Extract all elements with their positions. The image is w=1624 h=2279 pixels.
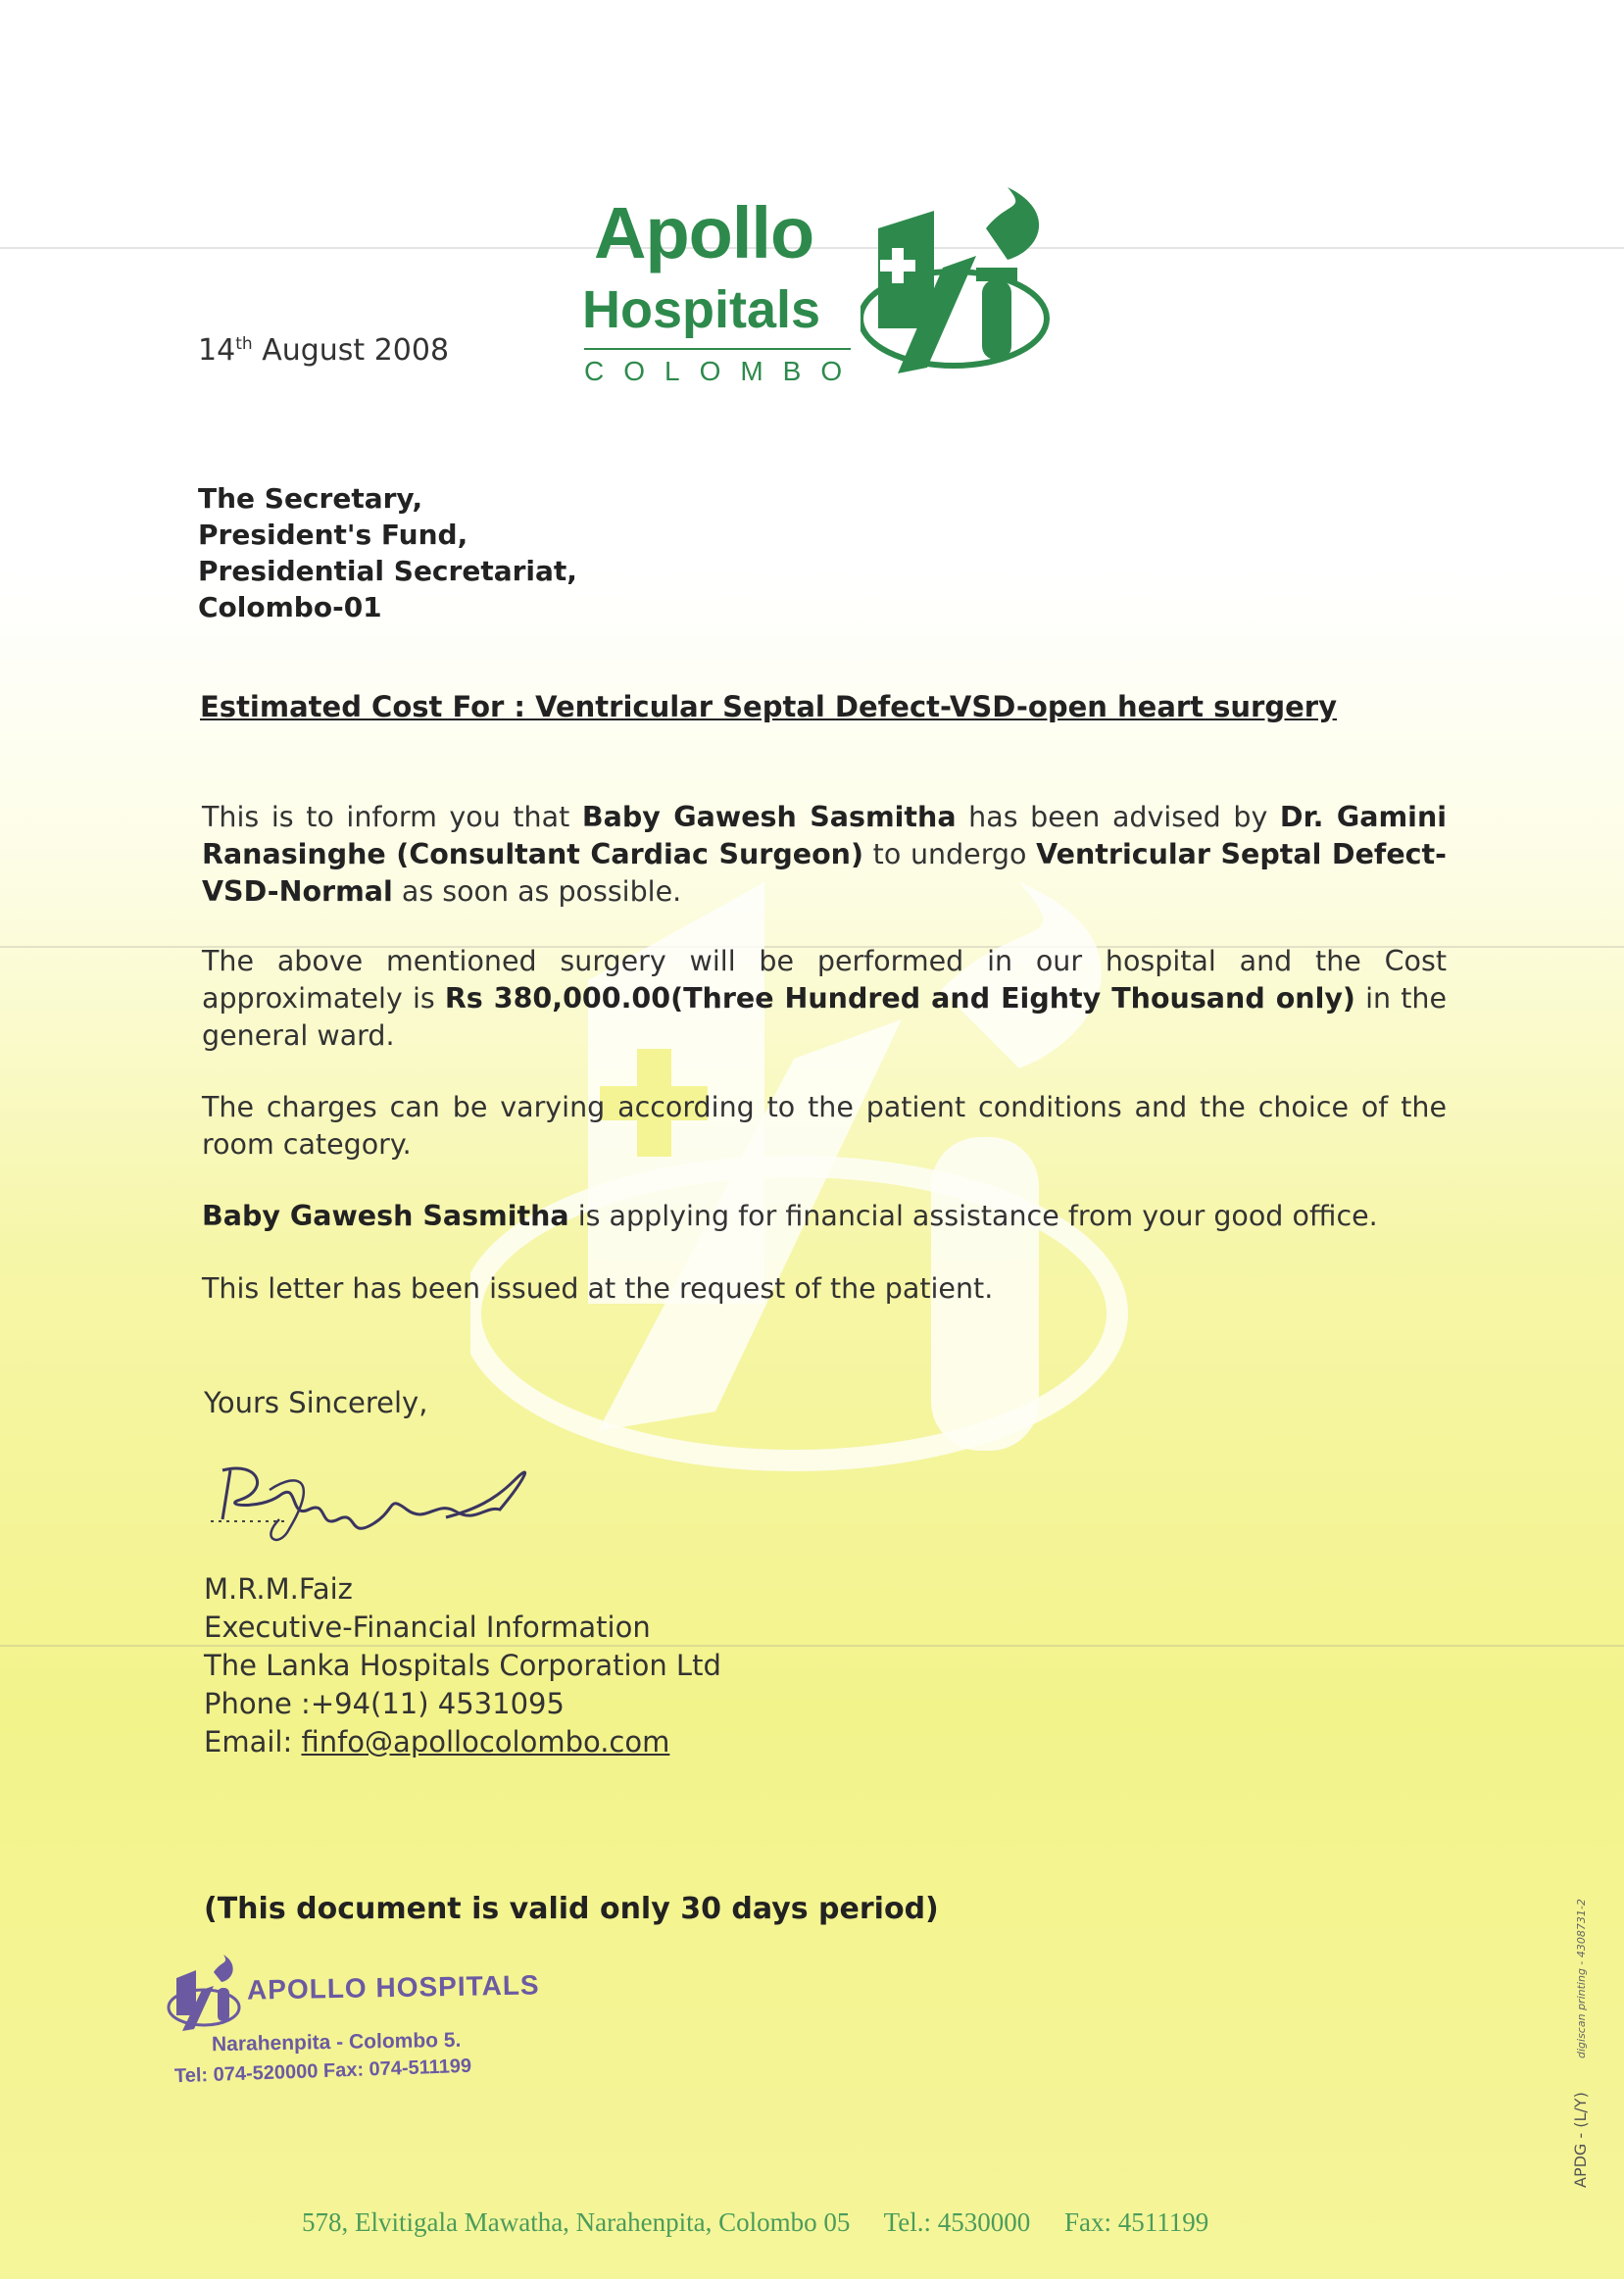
validity-note: (This document is valid only 30 days period) [204,1892,939,1926]
logo-name-line1: Apollo [594,192,814,273]
sender-email-link[interactable]: finfo@apollocolombo.com [301,1725,670,1759]
printer-code: digiscan printing - 4308731-2 [1575,1899,1588,2058]
closing-salutation: Yours Sincerely, [204,1386,428,1419]
letter-date: 14th August 2008 [198,333,450,368]
hospital-rubber-stamp [165,1951,576,2098]
sender-company: The Lanka Hospitals Corporation Ltd [204,1649,721,1682]
address-line: Colombo-01 [198,591,382,623]
subject-line: Estimated Cost For : Ventricular Septal Defect-VSD-open heart surgery [200,690,1337,723]
logo-name-line2: Hospitals [582,280,821,339]
letterhead-logo [578,181,1058,397]
logo-city: COLOMBO [584,348,851,387]
footer-address: 578, Elvitigala Mawatha, Narahenpita, Colombo 05 [302,2207,851,2237]
letterhead-footer [302,2207,1236,2238]
sender-block [204,1570,721,1761]
stamp-hospital-name: APOLLO HOSPITALS [246,1969,540,2006]
sender-title: Executive-Financial Information [204,1610,651,1644]
footer-fax: Fax: 4511199 [1064,2207,1209,2237]
apollo-emblem-icon [861,181,1057,387]
handwritten-signature [201,1441,534,1559]
address-line: The Secretary, [198,482,423,515]
stamp-emblem-icon [165,1951,243,2039]
stamp-contact: Tel: 074-520000 Fax: 074-511199 [173,2055,472,2088]
form-code: APDG - (L/Y) [1571,2092,1590,2188]
recipient-address [198,480,577,625]
body-paragraph-1: This is to inform you that Baby Gawesh Sasmitha has been advised by Dr. Gamini Ranasinghe (Consultant Cardiac Surgeon) to undergo Ventricular Septal Defect-VSD-Normal as soon as possible. [202,801,1448,908]
sender-email-line: Email: finfo@apollocolombo.com [204,1725,670,1759]
sender-phone: Phone :+94(11) 4531095 [204,1687,565,1720]
sender-name: M.R.M.Faiz [204,1572,353,1606]
body-paragraph-5: This letter has been issued at the request of the patient. [202,1272,994,1305]
footer-tel: Tel.: 4530000 [883,2207,1031,2237]
address-line: President's Fund, [198,519,468,551]
body-paragraph-2: The above mentioned surgery will be performed in our hospital and the Cost approximately is Rs 380,000.00(Three Hundred and Eighty Thousand only) in the general ward. [202,945,1448,1052]
stamp-location: Narahenpita - Colombo 5. [211,2028,462,2056]
address-line: Presidential Secretariat, [198,555,577,587]
body-paragraph-3: The charges can be varying according to the patient conditions and the choice of the room category. [202,1091,1447,1161]
body-paragraph-4: Baby Gawesh Sasmitha is applying for financial assistance from your good office. [202,1200,1378,1232]
